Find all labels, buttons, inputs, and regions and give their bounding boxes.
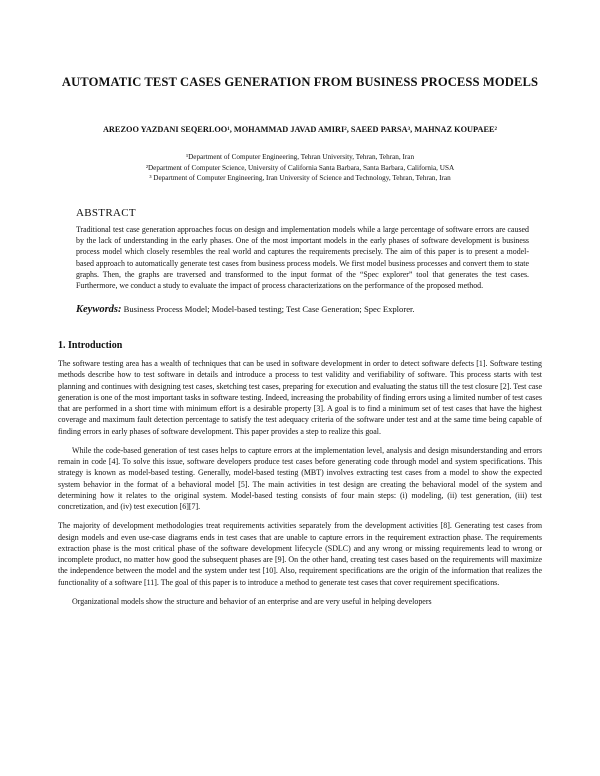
affiliation-2: ²Department of Computer Science, University of California Santa Barbara, Santa Barbara, California, USA [145,163,455,172]
paragraph: While the code-based generation of test cases helps to capture errors at the implementation level, analysis and design misunderstanding and errors remain in code [4]. To solve this issue, software developers produce test cases before generating code through model and system specifications. This strategy is known as model-based testing. Generally, model-based testing (MBT) involves extracting test cases from a model to show the expected system behavior in the format of a behavioral model [5]. The main activities in test design are creating the behavioral model of the system and determining how it relates to the original system. Model-based testing consists of four main steps: (i) modeling, (ii) test generation, (iii) test concretization, and (iv) test execution [6][7]. [58,445,542,511]
introduction-body [58,358,542,607]
affiliation-3: ³ Department of Computer Engineering, Iran University of Science and Technology, Tehran, Tehran, Iran [149,174,451,182]
keywords-text: Business Process Model; Model-based testing; Test Case Generation; Spec Explorer. [123,304,415,314]
keywords-line: Keywords: Business Process Model; Model-based testing; Test Case Generation; Spec Explorer. [76,304,415,315]
paragraph: The majority of development methodologies treat requirements activities separately from the development activities [8]. Generating test cases from design models and even use-case diagrams ends in test cases that are unable to capture errors in the requirement extraction phase. The requirements extraction phase is the most critical phase of the software development lifecycle (SDLC) and any wrong or missing requirements lead to wrong or incomplete product, no matter how good the subsequent phases are [9]. On the other hand, creating test cases based on the requirements will maximize the independence between the model and the system under test [10]. Also, requirement specifications are the origin of the information that realizes the functionality of a software [11]. The goal of this paper is to introduce a method to generate test cases that cover requirement specifications. [58,521,542,587]
affiliation-1: ¹Department of Computer Engineering, Tehran University, Tehran, Tehran, Iran [185,153,415,161]
paragraph: Organizational models show the structure and behavior of an enterprise and are very useful in helping developers [72,596,432,606]
author-list: AREZOO YAZDANI SEQERLOO¹, MOHAMMAD JAVAD AMIRI², SAEED PARSA³, MAHNAZ KOUPAEE² [102,125,498,134]
affiliations [60,152,540,184]
abstract-heading: ABSTRACT [76,207,136,219]
keywords-label: Keywords [76,304,118,315]
abstract-text: Traditional test case generation approaches focus on design and implementation models while a large percentage of software errors are caused by the lack of understanding in the early phases. One of the most important models in the early phases of software development is business process model which closely resembles the real world and captures the requirements precisely. The aim of this paper is to present a model-based approach to automatically generate test cases from business process models. We first model business processes and convert them to state graphs. Then, the graphs are traversed and transformed to the input format of the “Spec explorer” tool that generates the test cases. Furthermore, we conduct a study to evaluate the impact of process characterizations on the performance of the proposed method. [76,225,529,291]
paper-title: AUTOMATIC TEST CASES GENERATION FROM BUSINESS PROCESS MODELS [61,75,539,89]
paragraph: The software testing area has a wealth of techniques that can be used in software development in order to detect software defects [1]. Software testing methods describe how to test software in details and introduce a process to test validity and verifiability of software. This process starts with test planning and continues with designing test cases, sketching test cases, preparing for execution and evaluating the status till the test closure [2]. Test case generation is one of the most important tasks in software testing. Indeed, increasing the probability of finding errors using a limited number of test cases that are performed in a short time with minimum effort is a desirable property [3]. A goal is to find a minimum set of test cases that have the highest coverage and maximum fault detection percentage to satisfy the test adequacy criteria of the software under test and at the same time being capable of finding errors in early phases of software development. This paper provides a step to realize this goal. [58,359,542,436]
section-heading-introduction: 1. Introduction [58,340,123,351]
